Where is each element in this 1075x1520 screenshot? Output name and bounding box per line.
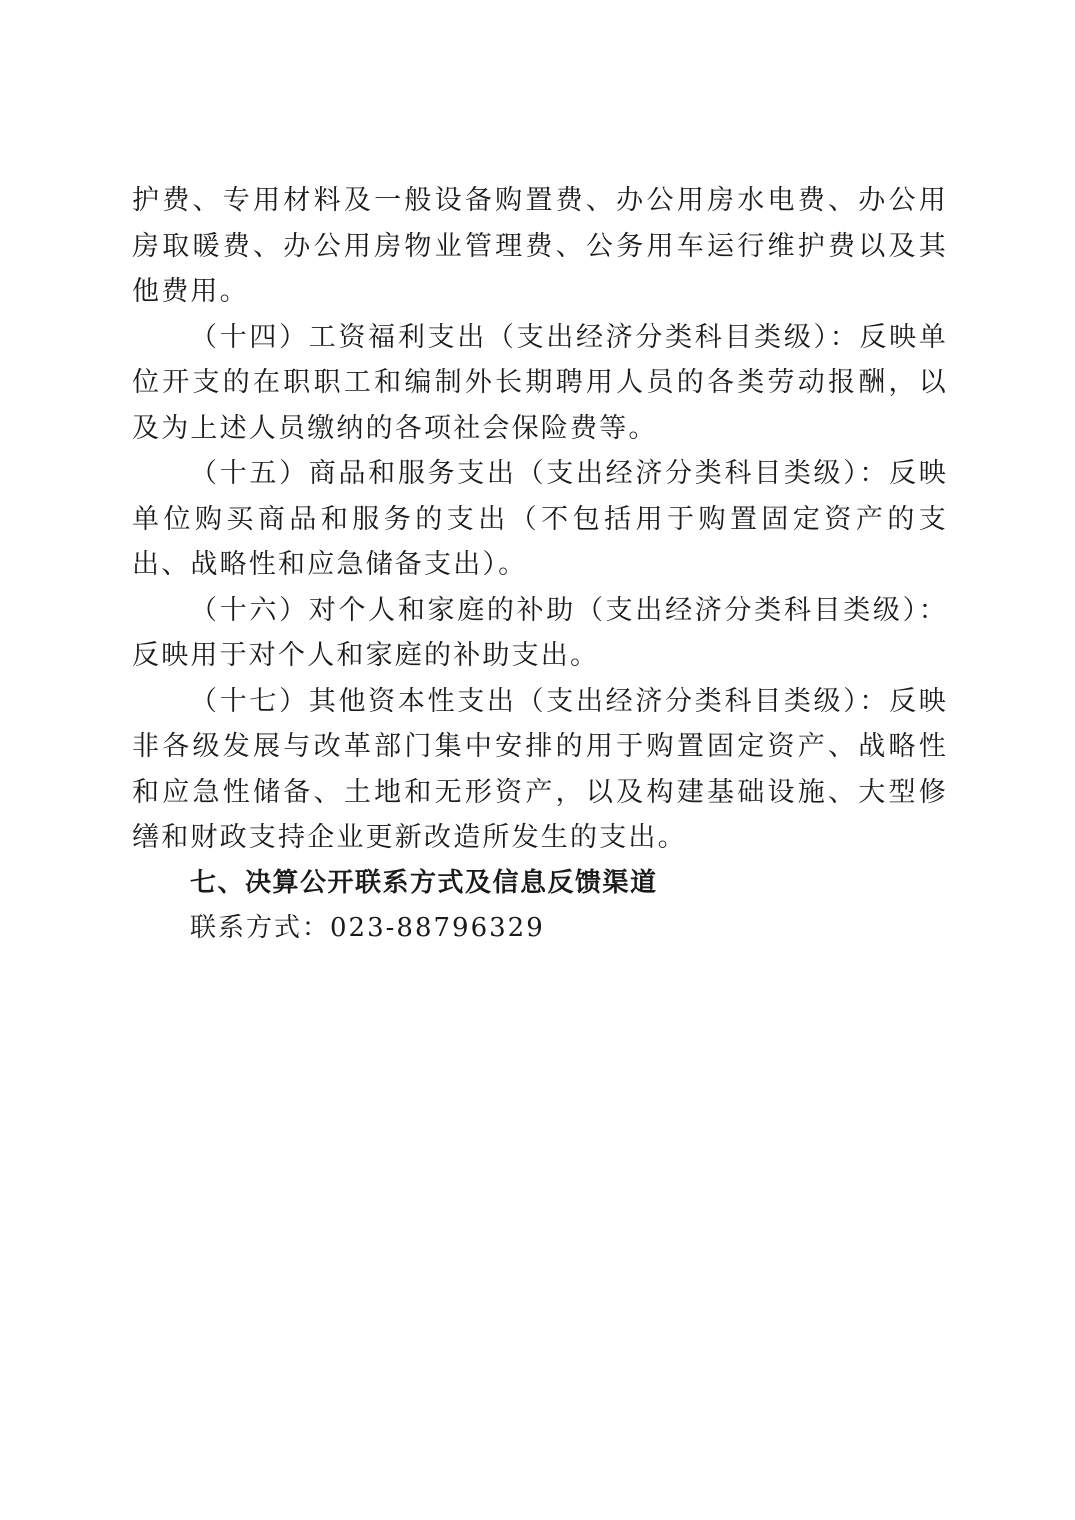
section-heading-contact: 七、决算公开联系方式及信息反馈渠道 xyxy=(190,867,658,898)
paragraph-other-capital-expenditure: （十七）其他资本性支出（支出经济分类科目类级）：反映非各级发展与改革部门集中安排的用于购置固定资产、战略性和应急性储备、土地和无形资产，以及构建基础设施、大型修缮和财政支持企业更新改造所发生的支出。 xyxy=(132,685,948,853)
contact-label: 联系方式： xyxy=(190,913,331,943)
document-body xyxy=(132,178,948,952)
paragraph-goods-services-expenditure: （十五）商品和服务支出（支出经济分类科目类级）：反映单位购买商品和服务的支出（不包括用于购置固定资产的支出、战略性和应急储备支出）。 xyxy=(132,458,948,580)
paragraph-continuation: 护费、专用材料及一般设备购置费、办公用房水电费、办公用房取暖费、办公用房物业管理费、公务用车运行维护费以及其他费用。 xyxy=(132,185,948,307)
contact-line xyxy=(132,906,948,952)
contact-phone: 023-88796329 xyxy=(330,913,545,943)
paragraph-wage-welfare-expenditure: （十四）工资福利支出（支出经济分类科目类级）：反映单位开支的在职职工和编制外长期聘用人员的各类劳动报酬，以及为上述人员缴纳的各项社会保险费等。 xyxy=(132,321,948,444)
paragraph-household-subsidy: （十六）对个人和家庭的补助（支出经济分类科目类级）：反映用于对个人和家庭的补助支出。 xyxy=(132,594,948,671)
